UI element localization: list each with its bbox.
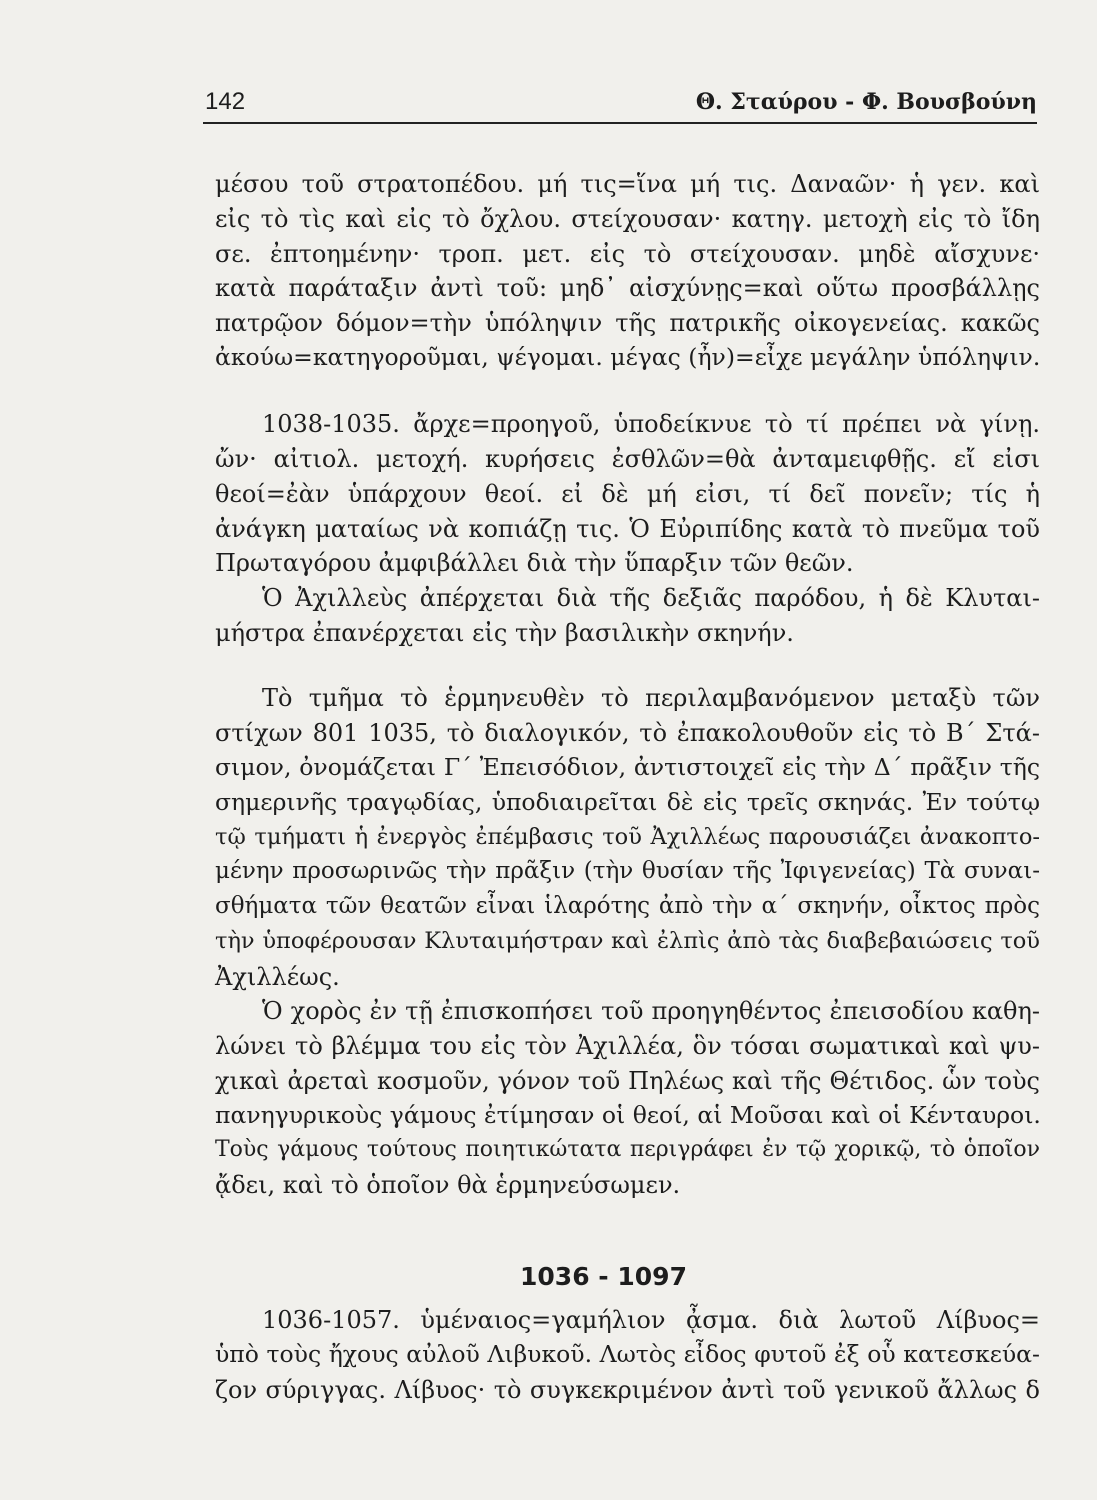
page-header (205, 88, 1037, 116)
text-line: σθήματα τῶν θεατῶν εἶναι ἱλαρότης ἀπὸ τὴν α΄ σκηνήν, οἶκτος πρὸς (215, 893, 1040, 919)
text-line: σιμον, ὀνομάζεται Γ΄ Ἐπεισόδιον, ἀντιστοιχεῖ εἰς τὴν Δ΄ πρᾶξιν τῆς (215, 753, 1040, 781)
text-line: μένην προσωρινῶς τὴν πρᾶξιν (τὴν θυσίαν τῆς Ἰφιγενείας) Τὰ συναι- (215, 858, 1040, 884)
text-line: Τὸ τμῆμα τὸ ἑρμηνευθὲν τὸ περιλαμβανόμενον μεταξὺ τῶν (262, 684, 1040, 712)
text-line: Ὁ χορὸς ἐν τῇ ἐπισκοπήσει τοῦ προηγηθέντος ἐπεισοδίου καθη- (262, 997, 1040, 1025)
text-line: Ἀχιλλέως. (215, 963, 340, 991)
text-line: ἀνάγκη ματαίως νὰ κοπιάζῃ τις. Ὁ Εὐριπίδης κατὰ τὸ πνεῦμα τοῦ (215, 515, 1040, 543)
text-line: λώνει τὸ βλέμμα του εἰς τὸν Ἀχιλλέα, ὃν τόσαι σωματικαὶ καὶ ψυ- (215, 1032, 1040, 1060)
text-line: σε. ἐπτοημένην· τροπ. μετ. εἰς τὸ στείχουσαν. μηδὲ αἴσχυνε· (215, 240, 1040, 268)
text-line: χικαὶ ἀρεταὶ κοσμοῦν, γόνον τοῦ Πηλέως καὶ τῆς Θέτιδος. ὧν τοὺς (215, 1067, 1040, 1095)
header-rule (203, 122, 1037, 124)
text-line: Τοὺς γάμους τούτους ποιητικώτατα περιγράφει ἐν τῷ χορικῷ, τὸ ὁποῖον (215, 1137, 1040, 1162)
text-line: θεοί=ἐὰν ὑπάρχουν θεοί. εἰ δὲ μή εἰσι, τί δεῖ πονεῖν; τίς ἡ (215, 480, 1040, 508)
text-line: 1038-1035. ἄρχε=προηγοῦ, ὑποδείκνυε τὸ τί πρέπει νὰ γίνῃ. (262, 410, 1040, 438)
text-line: εἰς τὸ τὶς καὶ εἰς τὸ ὄχλου. στείχουσαν· κατηγ. μετοχὴ εἰς τὸ ἴδη (215, 205, 1040, 233)
text-line: μήστρα ἐπανέρχεται εἰς τὴν βασιλικὴν σκηνήν. (215, 619, 794, 647)
text-line: Πρωταγόρου ἀμφιβάλλει διὰ τὴν ὕπαρξιν τῶν θεῶν. (215, 549, 854, 577)
text-line: ἀκούω=κατηγοροῦμαι, ψέγομαι. μέγας (ἦν)=εἶχε μεγάλην ὑπόληψιν. (215, 343, 1041, 371)
text-line: τῷ τμήματι ἡ ἐνεργὸς ἐπέμβασις τοῦ Ἀχιλλέως παρουσιάζει ἀνακοπτο- (215, 824, 1040, 850)
text-line: πανηγυρικοὺς γάμους ἐτίμησαν οἱ θεοί, αἱ Μοῦσαι καὶ οἱ Κένταυροι. (215, 1101, 1041, 1129)
section-heading: 1036 - 1097 (520, 1262, 687, 1291)
text-line: σημερινῆς τραγῳδίας, ὑποδιαιρεῖται δὲ εἰς τρεῖς σκηνάς. Ἐν τούτῳ (215, 788, 1040, 816)
text-line: Ὁ Ἀχιλλεὺς ἀπέρχεται διὰ τῆς δεξιᾶς παρόδου, ἡ δὲ Κλυται- (262, 584, 1040, 612)
text-line: 1036-1057. ὑμέναιος=γαμήλιον ᾆσμα. διὰ λωτοῦ Λίβυος= (262, 1306, 1040, 1334)
text-line: ᾄδει, καὶ τὸ ὁποῖον θὰ ἑρμηνεύσωμεν. (215, 1171, 681, 1199)
text-line: ζον σύριγγας. Λίβυος· τὸ συγκεκριμένον ἀντὶ τοῦ γενικοῦ ἄλλως δ (215, 1376, 1040, 1404)
text-line: κατὰ παράταξιν ἀντὶ τοῦ: μηδ᾿ αἰσχύνῃς=καὶ οὕτω προσβάλλῃς (215, 274, 1040, 302)
running-title: Θ. Σταύρου - Φ. Βουσβούνη (695, 89, 1037, 115)
text-line: ὑπὸ τοὺς ἤχους αὐλοῦ Λιβυκοῦ. Λωτὸς εἶδος φυτοῦ ἐξ οὗ κατεσκεύα- (215, 1340, 1040, 1368)
text-line: πατρῷον δόμον=τὴν ὑπόληψιν τῆς πατρικῆς οἰκογενείας. κακῶς (215, 309, 1040, 337)
text-line: στίχων 801 1035, τὸ διαλογικόν, τὸ ἐπακολουθοῦν εἰς τὸ Β΄ Στά- (215, 719, 1040, 747)
page-number: 142 (205, 88, 246, 115)
text-line: ὤν· αἰτιολ. μετοχή. κυρήσεις ἐσθλῶν=θὰ ἀνταμειφθῇς. εἴ εἰσι (215, 445, 1040, 473)
text-line: τὴν ὑποφέρουσαν Κλυταιμήστραν καὶ ἐλπὶς ἀπὸ τὰς διαβεβαιώσεις τοῦ (215, 928, 1040, 954)
text-line: μέσου τοῦ στρατοπέδου. μή τις=ἵνα μή τις. Δαναῶν· ἡ γεν. καὶ (215, 170, 1040, 198)
